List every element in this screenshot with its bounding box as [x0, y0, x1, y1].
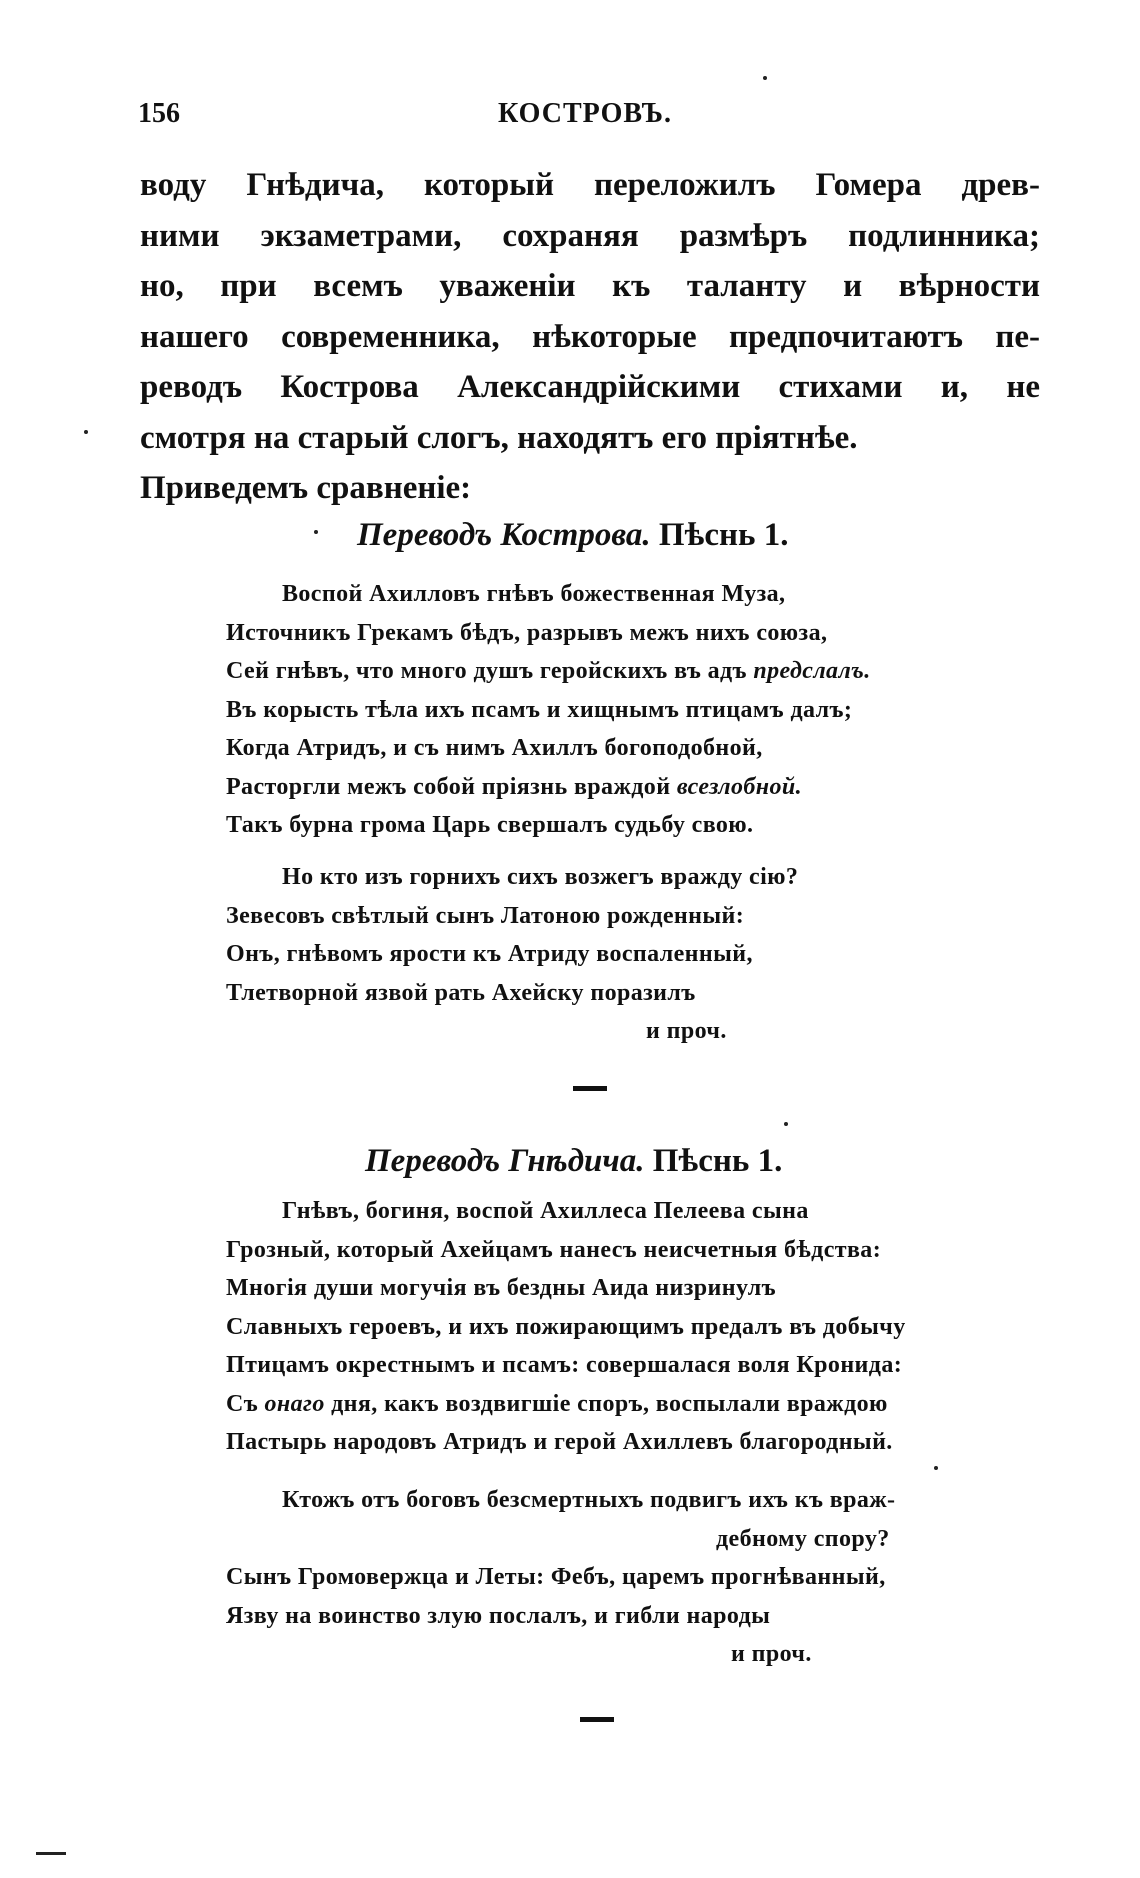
kostrov-heading-title: Переводъ Кострова.: [357, 517, 651, 553]
verse-line: Грозный, который Ахейцамъ нанесъ неисчетныя бѣдства:: [226, 1236, 882, 1263]
page-number: 156: [138, 98, 180, 129]
verse-line: Многія души могучія въ бездны Аида низринулъ: [226, 1275, 777, 1301]
print-speck: [84, 430, 88, 434]
section-divider: [580, 1717, 614, 1722]
gnedich-stanza-2: [226, 1481, 1046, 1674]
verse-line: Онъ, гнѣвомъ ярости къ Атриду воспаленный,: [226, 941, 753, 967]
verse-line: Но кто изъ горнихъ сихъ возжегъ вражду сію?: [282, 864, 799, 890]
verse-line: Славныхъ героевъ, и ихъ пожирающимъ предалъ въ добычу: [226, 1313, 906, 1340]
verse-italic-word: онаго: [264, 1390, 325, 1417]
verse-text: дня, какъ воздвигшіе споръ, воспылали враждою: [331, 1390, 888, 1417]
verse-line: Зевесовъ свѣтлый сынъ Латоною рожденный:: [226, 902, 745, 929]
intro-line: реводъ Кострова Александрійскими стихами и, не: [140, 369, 1040, 405]
verse-italic-word: предслалъ.: [753, 658, 871, 684]
running-title: КОСТРОВЪ.: [498, 98, 672, 129]
verse-line: Язву на воинство злую послалъ, и гибли народы: [226, 1602, 771, 1629]
verse-line: Сынъ Громовержца и Леты: Фебъ, царемъ прогнѣванный,: [226, 1564, 886, 1590]
verse-line: Воспой Ахилловъ гнѣвъ божественная Муза,: [282, 581, 786, 607]
intro-line: нашего современника, нѣкоторые предпочитаютъ пе-: [140, 318, 1040, 355]
kostrov-heading-song: Пѣснь 1.: [658, 517, 789, 553]
print-speck: [934, 1466, 938, 1470]
verse-line: Пастырь народовъ Атридъ и герой Ахиллевъ благородный.: [226, 1429, 893, 1455]
verse-line: Ктожъ отъ боговъ безсмертныхъ подвигъ ихъ къ враж-: [282, 1487, 896, 1513]
intro-paragraph: [140, 160, 1040, 514]
verse-text: Съ: [226, 1390, 259, 1417]
gnedich-heading-title: Переводъ Гнѣдича.: [365, 1143, 645, 1179]
gnedich-stanza-1: [226, 1192, 1046, 1462]
verse-line: [226, 652, 1046, 691]
verse-line: Гнѣвъ, богиня, воспой Ахиллеса Пелеева сына: [282, 1198, 809, 1224]
verse-line: Птицамъ окрестнымъ и псамъ: совершалася воля Кронида:: [226, 1352, 903, 1378]
kostrov-stanza-2: [226, 858, 1046, 1051]
intro-line: смотря на старый слогъ, находятъ его пріятнѣе.: [140, 419, 858, 456]
verse-italic-word: всезлобной.: [676, 773, 803, 800]
verse-line: [226, 768, 1046, 807]
intro-line: Приведемъ сравненіе:: [140, 470, 472, 506]
gnedich-heading: [365, 1143, 782, 1180]
kostrov-heading: [357, 517, 788, 554]
verse-line: Въ корысть тѣла ихъ псамъ и хищнымъ птицамъ далъ;: [226, 696, 853, 723]
running-head: [138, 98, 1038, 138]
verse-text: Сей гнѣвъ, что много душъ геройскихъ въ адъ: [226, 658, 747, 684]
verse-text: Расторгли межъ собой пріязнь враждой: [226, 773, 671, 800]
verse-line: [226, 1385, 1046, 1424]
intro-line: но, при всемъ уваженіи къ таланту и вѣрности: [140, 268, 1040, 304]
verse-etc: и проч.: [646, 1018, 727, 1044]
verse-etc: и проч.: [731, 1641, 812, 1667]
verse-line: Когда Атридъ, и съ нимъ Ахиллъ богоподобной,: [226, 735, 763, 761]
section-divider: [573, 1086, 607, 1091]
print-speck: [784, 1122, 788, 1126]
gnedich-heading-song: Пѣснь 1.: [652, 1143, 783, 1179]
verse-line: Тлетворной язвой рать Ахейску поразилъ: [226, 979, 696, 1006]
verse-line: Такъ бурна грома Царь свершалъ судьбу свою.: [226, 812, 754, 838]
kostrov-stanza-1: [226, 575, 1046, 845]
print-speck: [314, 530, 318, 534]
print-mark: [36, 1852, 66, 1855]
intro-line: ними экзаметрами, сохраняя размѣръ подлинника;: [140, 217, 1040, 254]
verse-line-continuation: дебному спору?: [716, 1525, 890, 1552]
verse-line: Источникъ Грекамъ бѣдъ, разрывъ межъ нихъ союза,: [226, 619, 828, 646]
intro-line: воду Гнѣдича, который переложилъ Гомера древ-: [140, 167, 1040, 203]
print-speck: [763, 76, 767, 80]
